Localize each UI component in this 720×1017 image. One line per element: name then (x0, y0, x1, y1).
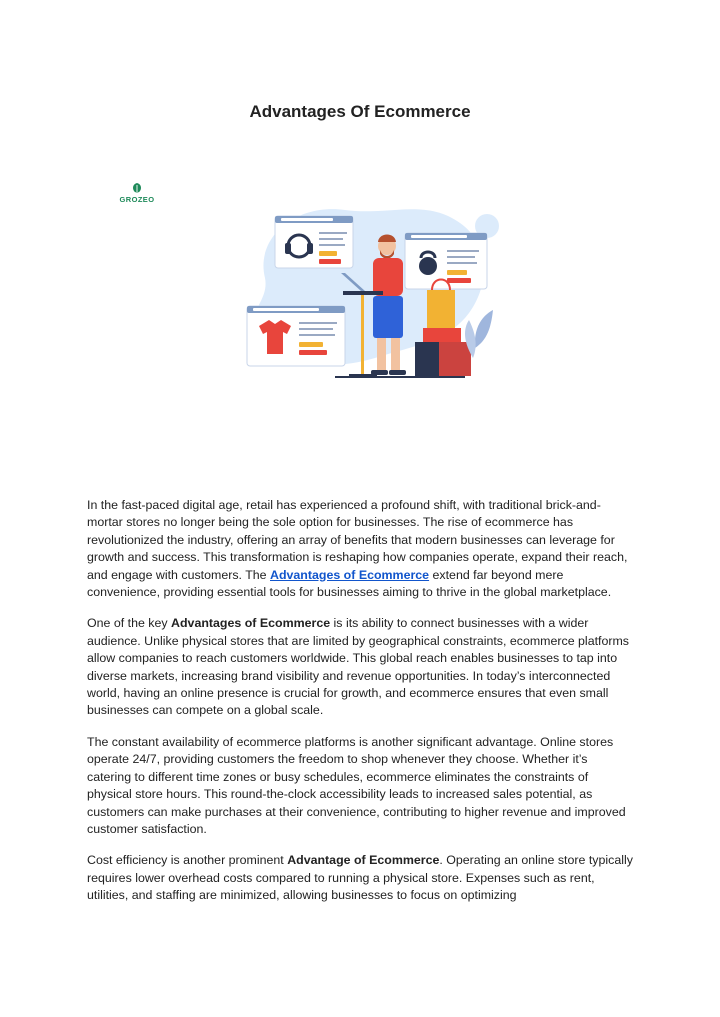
paragraph-cost-efficiency (87, 852, 635, 904)
text-segment: One of the key (87, 616, 172, 631)
bold-phrase: Advantages of Ecommerce (171, 616, 331, 631)
text-segment: . Operating an online store typically requires lower overhead costs compared to running a physical store. Expenses such as rent, utilities, and staffing are minimized, allowing businesses to focus on optimizing (87, 853, 633, 903)
text-segment: The constant availability of ecommerce platforms is another significant advantage. Online stores operate 24/7, providing customers the freedom to shop whenever they choose. Whether it’s catering to different time zones or busy schedules, ecommerce eliminates the constraints of physical store hours. This round-the-clock accessibility leads to increased sales potential, as customers can make purchases at their convenience, contributing to higher revenue and improved customer satisfaction. (87, 734, 626, 836)
article-body (87, 497, 635, 919)
leaf-icon (131, 183, 143, 194)
paragraph-global-reach (87, 615, 635, 719)
bold-phrase: Advantage of Ecommerce (287, 853, 440, 868)
text-segment: is its ability to connect businesses with a wider audience. Unlike physical stores that are limited by geographical constraints, ecommerce platforms allow companies to reach customers worldwide. This global reach enables businesses to tap into diverse markets, increasing brand visibility and revenue opportunities. In today’s interconnected world, having an online presence is crucial for growth, and ecommerce ensures that even small businesses can compete on a global scale. (87, 616, 629, 718)
paragraph-availability (87, 734, 635, 838)
advantages-of-ecommerce-link[interactable]: Advantages of Ecommerce (270, 567, 430, 582)
product-card-shirt (247, 306, 345, 366)
text-segment: extend far beyond mere convenience, providing essential tools for businesses aiming to thrive in the global marketplace. (87, 567, 612, 600)
product-card-headphones (275, 216, 353, 268)
grozeo-logo (117, 183, 157, 204)
ecommerce-illustration (225, 198, 505, 388)
logo-text: GROZEO (119, 195, 155, 204)
floor-line (335, 376, 465, 378)
paragraph-intro (87, 497, 635, 601)
text-segment: In the fast-paced digital age, retail has experienced a profound shift, with traditional brick-and-mortar stores no longer being the sole option for businesses. The rise of ecommerce has revolutionized the industry, offering an array of benefits that modern businesses can leverage for growth and success. This transformation is reshaping how companies operate, expand their reach, and engage with customers. The (87, 498, 628, 582)
document-title: Advantages Of Ecommerce (249, 102, 471, 121)
text-segment: Cost efficiency is another prominent (87, 853, 288, 868)
plant-leaves (465, 310, 493, 358)
